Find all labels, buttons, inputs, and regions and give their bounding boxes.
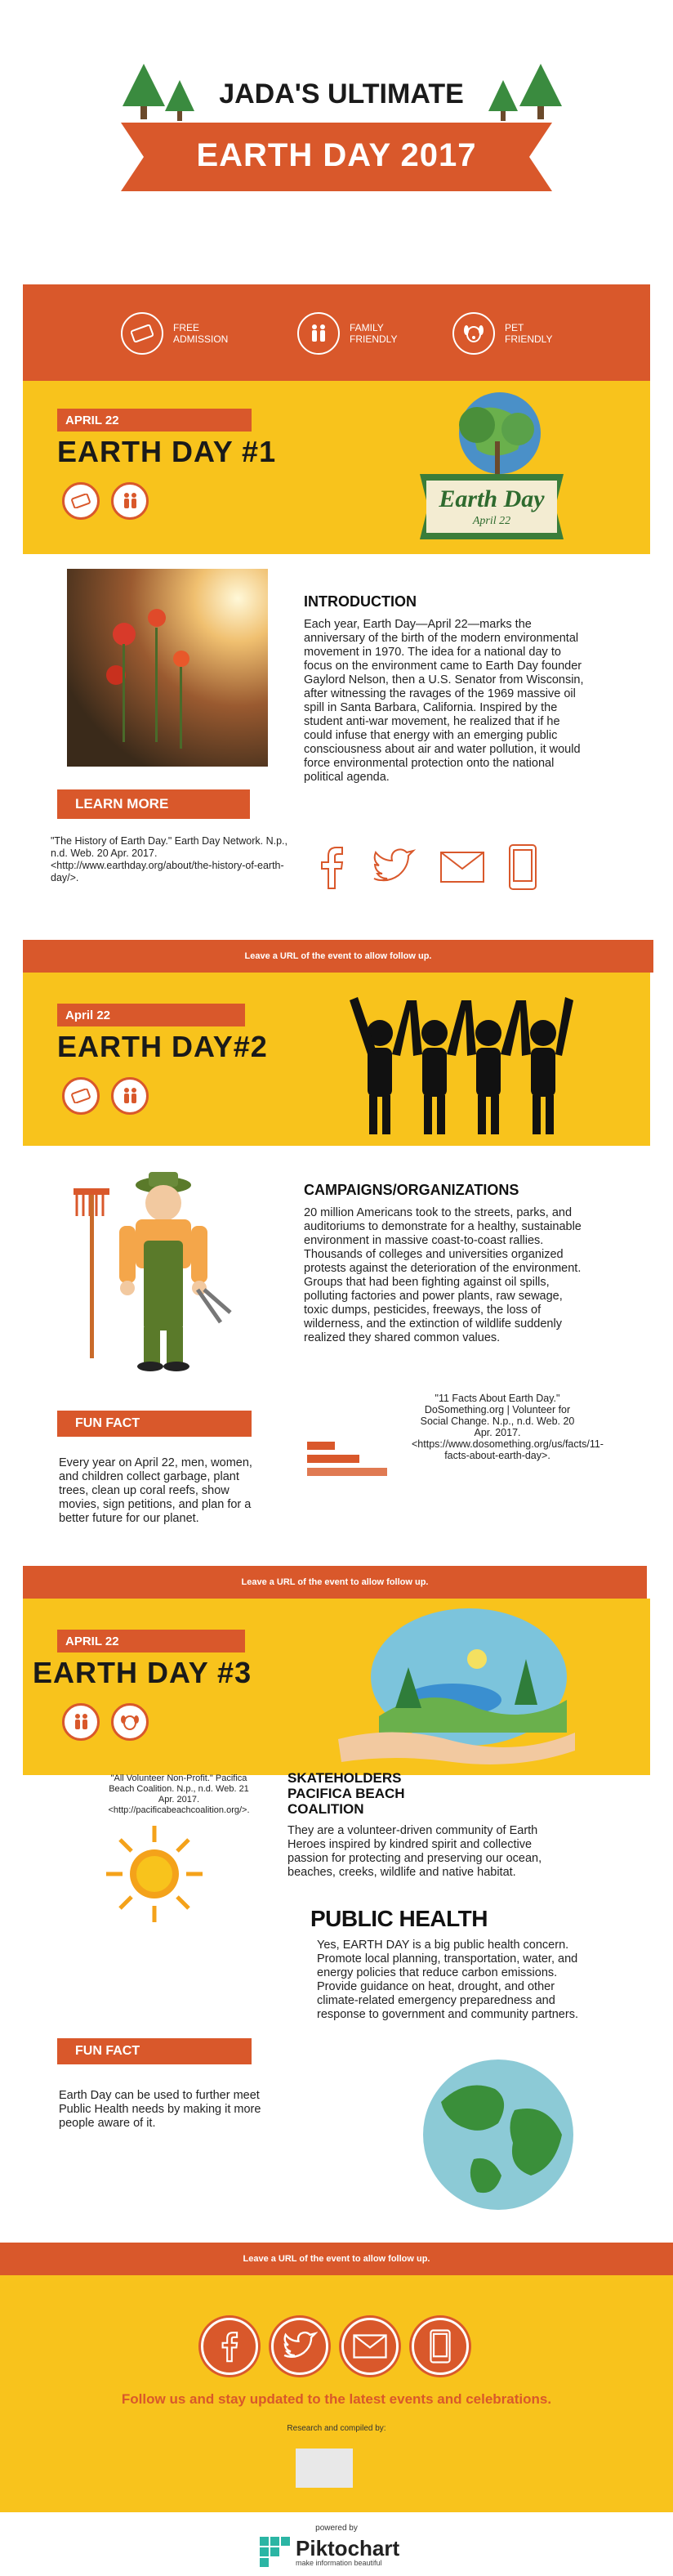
pine-tree-icon — [518, 64, 564, 121]
public-health-heading: PUBLIC HEALTH — [310, 1906, 488, 1931]
fun-fact-label-3: FUN FACT — [57, 2038, 252, 2064]
header-title-line2: EARTH DAY 2017 — [196, 137, 477, 173]
email-icon[interactable] — [439, 851, 485, 883]
header — [0, 0, 673, 204]
event3-date: APRIL 22 — [57, 1630, 245, 1652]
skate-heading-3: COALITION — [287, 1801, 364, 1817]
header-title-line1: JADA'S ULTIMATE — [219, 78, 464, 110]
follow-up-note-2 — [23, 1566, 647, 1599]
family-icon — [111, 482, 149, 520]
hand-holding-nature-illustration — [330, 1602, 591, 1773]
twitter-button[interactable] — [271, 2318, 328, 2375]
ticket-icon — [62, 482, 100, 520]
powered-by: powered by — [315, 2524, 358, 2533]
logo-text: Earth Day — [439, 485, 545, 512]
dog-icon — [111, 1703, 149, 1741]
piktochart-logo-icon — [260, 2537, 291, 2568]
feature-free — [121, 312, 228, 355]
social-row-1 — [315, 843, 537, 891]
feature-pet-label-1: PET — [505, 322, 524, 333]
earth-day-logo — [403, 384, 580, 548]
family-icon — [297, 312, 340, 355]
family-icon — [62, 1703, 100, 1741]
learn-more-button[interactable] — [57, 789, 250, 819]
event3-icons — [62, 1703, 149, 1741]
phone-button[interactable] — [412, 2318, 469, 2375]
event1-date: APRIL 22 — [57, 409, 252, 432]
skate-text: They are a volunteer-driven community of Earth Heroes inspired by kindred spirit and collective passion for protecting and preserving our ocean, beaches, creeks, wildlife and native habitat. — [287, 1824, 542, 1879]
phone-icon — [430, 2328, 451, 2364]
family-icon — [111, 1077, 149, 1115]
pine-tree-icon — [487, 80, 519, 121]
author-logo-placeholder — [296, 2449, 353, 2488]
email-icon — [353, 2334, 387, 2359]
event2-citation: "11 Facts About Earth Day." DoSomething.org | Volunteer for Social Change. N.p., n.d. Web. 20 Apr. 2017. <https://www.dosomething.org/us/facts/11-facts-about-earth-day>. — [412, 1393, 604, 1461]
skate-heading-2: PACIFICA BEACH — [287, 1786, 405, 1801]
public-health-text: Yes, EARTH DAY is a big public health concern. Promote local planning, transportation, water, and energy policies that reduce carbon emissions. Provide guidance on heat, drought, and other climate-related emergency preparedness and response to government and community partners. — [317, 1939, 578, 2021]
globe-icon — [417, 2053, 580, 2216]
flowers-photo — [67, 569, 268, 767]
feature-pet-label-2: FRIENDLY — [505, 333, 553, 345]
feature-pet — [452, 312, 552, 355]
note-2-text: Leave a URL of the event to allow follow up. — [241, 1577, 429, 1587]
piktochart-brand[interactable] — [260, 2537, 399, 2568]
follow-text: Follow us and stay updated to the latest events and celebrations. — [121, 2391, 552, 2407]
event2-icons — [62, 1077, 149, 1115]
twitter-icon[interactable] — [371, 847, 417, 887]
follow-up-note-3 — [0, 2243, 673, 2275]
feature-free-label-2: ADMISSION — [173, 333, 229, 345]
dog-icon — [452, 312, 495, 355]
learn-more-label: LEARN MORE — [75, 796, 169, 812]
intro-text: Each year, Earth Day—April 22—marks the anniversary of the birth of the modern environmental movement in 1970. The idea for a national day to focus on the environment came to Earth Day founder Gaylord Nelson, then a U.S. Senator from Wisconsin, after witnessing the ravages of the 1969 massive oil spill in Santa Barbara, California. Inspired by the student anti-war movement, he realized that if he could infuse that energy with an emerging public consciousness about air and water pollution, it would force environmental protection onto the national political agenda. — [304, 618, 584, 784]
ticket-icon — [62, 1077, 100, 1115]
brand-name: Piktochart — [296, 2536, 400, 2560]
campaigns-text: 20 million Americans took to the streets, parks, and auditoriums to demonstrate for a healthy, sustainable environment in massive coast-to-coast rallies. Thousands of colleges and universities organized protests against the deterioration of the environment. Groups that had been fighting against oil spills, polluting factories and power plants, raw sewage, toxic dumps, pesticides, freeways, the loss of wilderness, and the extinction of wildlife suddenly realized they shared common values. — [304, 1206, 582, 1344]
brand-tagline: make information beautiful — [296, 2559, 382, 2567]
event2-title: EARTH DAY#2 — [57, 1030, 268, 1063]
skate-heading-1: SKATEHOLDERS — [287, 1770, 402, 1786]
email-button[interactable] — [341, 2318, 399, 2375]
ticket-icon — [121, 312, 163, 355]
fun-fact-label-2: FUN FACT — [57, 1411, 252, 1437]
sun-icon — [103, 1822, 206, 1925]
facebook-icon — [218, 2328, 241, 2364]
event2-date: April 22 — [57, 1004, 245, 1026]
note-1-text: Leave a URL of the event to allow follow up. — [244, 951, 432, 961]
gardener-illustration — [57, 1167, 266, 1376]
fun-fact-text-3: Earth Day can be used to further meet Public Health needs by making it more people aware of it. — [59, 2089, 261, 2130]
research-text: Research and compiled by: — [287, 2424, 386, 2433]
social-row-2 — [201, 2318, 469, 2375]
logo-date: April 22 — [472, 515, 511, 527]
pine-tree-icon — [163, 80, 196, 121]
feature-family-label-2: FRIENDLY — [350, 333, 398, 345]
facebook-button[interactable] — [201, 2318, 258, 2375]
phone-icon[interactable] — [508, 843, 537, 891]
pine-tree-icon — [121, 64, 167, 121]
event3-citation: "All Volunteer Non-Profit." Pacifica Beach Coalition. N.p., n.d. Web. 21 Apr. 2017. <http://pacificabeachcoalition.org/>. — [108, 1773, 250, 1815]
feature-free-label-1: FREE — [173, 322, 200, 333]
intro-heading: INTRODUCTION — [304, 593, 417, 610]
facebook-icon[interactable] — [315, 844, 348, 890]
event1-citation: "The History of Earth Day." Earth Day Network. N.p., n.d. Web. 20 Apr. 2017. <http://www.earthday.org/about/the-history-of-earth-day/>. — [51, 835, 287, 883]
event1-icons — [62, 482, 149, 520]
people-holding-hands-icon — [343, 992, 580, 1136]
campaigns-heading: CAMPAIGNS/ORGANIZATIONS — [304, 1182, 519, 1198]
bar-graphic — [307, 1442, 387, 1476]
feature-family-label-1: FAMILY — [350, 322, 384, 333]
skate-heading — [287, 1770, 405, 1817]
feature-family — [297, 312, 397, 355]
event1-title: EARTH DAY #1 — [57, 435, 277, 468]
twitter-icon — [282, 2331, 318, 2362]
follow-up-note-1 — [23, 940, 653, 973]
event3-title: EARTH DAY #3 — [33, 1656, 252, 1689]
note-3-text: Leave a URL of the event to allow follow up. — [243, 2254, 430, 2264]
fun-fact-text-2: Every year on April 22, men, women, and children collect garbage, plant trees, clean up coral reefs, show movies, sign petitions, and plan for a better future for our planet. — [59, 1456, 252, 1525]
